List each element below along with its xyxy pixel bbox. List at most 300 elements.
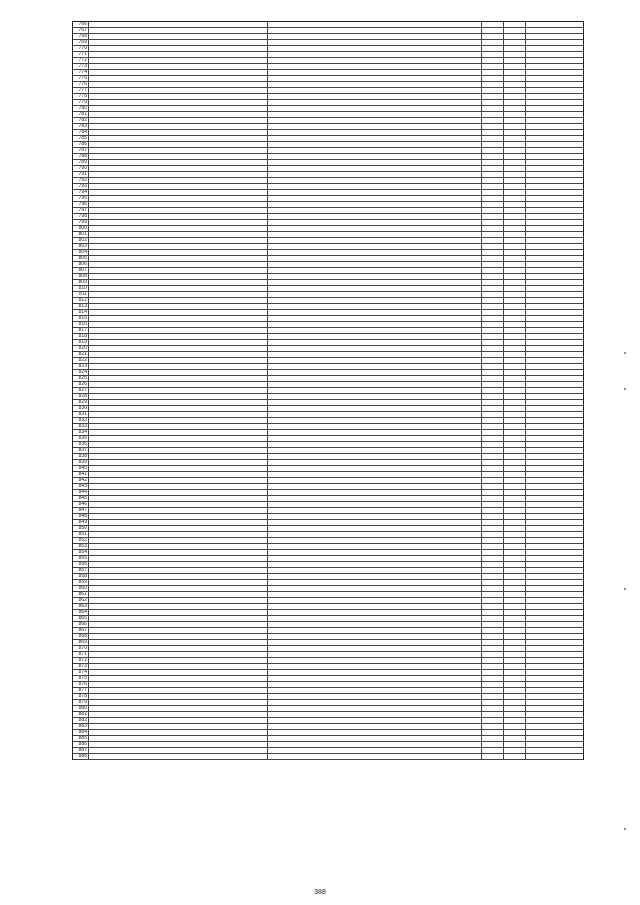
row-number-cell: 766 <box>73 22 89 27</box>
row-number-cell: 802 <box>73 238 89 243</box>
row-number-cell: 769 <box>73 40 89 45</box>
period-cell <box>526 718 583 723</box>
start-year-cell <box>482 532 504 537</box>
end-year-cell <box>504 508 526 513</box>
address-cell <box>89 154 268 159</box>
period-cell <box>526 688 583 693</box>
period-cell <box>526 160 583 165</box>
start-year-cell <box>482 316 504 321</box>
row-number-cell: 883 <box>73 724 89 729</box>
start-year-cell <box>482 406 504 411</box>
works-cell <box>268 124 482 129</box>
period-cell <box>526 328 583 333</box>
period-cell <box>526 100 583 105</box>
period-cell <box>526 754 583 759</box>
end-year-cell <box>504 664 526 669</box>
end-year-cell <box>504 364 526 369</box>
works-cell <box>268 142 482 147</box>
address-cell <box>89 754 268 759</box>
period-cell <box>526 178 583 183</box>
end-year-cell <box>504 544 526 549</box>
period-cell <box>526 412 583 417</box>
end-year-cell <box>504 106 526 111</box>
address-cell <box>89 622 268 627</box>
works-cell <box>268 460 482 465</box>
period-cell <box>526 364 583 369</box>
row-number-cell: 781 <box>73 112 89 117</box>
period-cell <box>526 508 583 513</box>
period-cell <box>526 22 583 27</box>
address-cell <box>89 682 268 687</box>
row-number-cell: 834 <box>73 430 89 435</box>
start-year-cell <box>482 394 504 399</box>
end-year-cell <box>504 574 526 579</box>
end-year-cell <box>504 268 526 273</box>
row-number-cell: 864 <box>73 610 89 615</box>
start-year-cell <box>482 550 504 555</box>
start-year-cell <box>482 724 504 729</box>
address-cell <box>89 166 268 171</box>
end-year-cell <box>504 616 526 621</box>
address-cell <box>89 100 268 105</box>
end-year-cell <box>504 172 526 177</box>
row-number-cell: 803 <box>73 244 89 249</box>
start-year-cell <box>482 262 504 267</box>
works-cell <box>268 364 482 369</box>
address-cell <box>89 316 268 321</box>
period-cell <box>526 622 583 627</box>
works-cell <box>268 148 482 153</box>
address-cell <box>89 610 268 615</box>
start-year-cell <box>482 742 504 747</box>
works-cell <box>268 238 482 243</box>
address-cell <box>89 370 268 375</box>
start-year-cell <box>482 22 504 27</box>
start-year-cell <box>482 400 504 405</box>
period-cell <box>526 520 583 525</box>
works-cell <box>268 190 482 195</box>
works-table <box>72 21 584 760</box>
period-cell <box>526 310 583 315</box>
address-cell <box>89 670 268 675</box>
works-cell <box>268 508 482 513</box>
works-cell <box>268 172 482 177</box>
end-year-cell <box>504 658 526 663</box>
works-cell <box>268 640 482 645</box>
row-number-cell: 841 <box>73 472 89 477</box>
start-year-cell <box>482 676 504 681</box>
start-year-cell <box>482 322 504 327</box>
period-cell <box>526 664 583 669</box>
works-cell <box>268 478 482 483</box>
row-number-cell: 795 <box>73 196 89 201</box>
address-cell <box>89 424 268 429</box>
row-number-cell: 807 <box>73 268 89 273</box>
works-cell <box>268 28 482 33</box>
end-year-cell <box>504 256 526 261</box>
end-year-cell <box>504 598 526 603</box>
row-number-cell: 790 <box>73 166 89 171</box>
address-cell <box>89 34 268 39</box>
period-cell <box>526 610 583 615</box>
address-cell <box>89 280 268 285</box>
row-number-cell: 788 <box>73 154 89 159</box>
start-year-cell <box>482 220 504 225</box>
start-year-cell <box>482 256 504 261</box>
works-cell <box>268 250 482 255</box>
row-number-cell: 797 <box>73 208 89 213</box>
address-cell <box>89 736 268 741</box>
works-cell <box>268 130 482 135</box>
start-year-cell <box>482 730 504 735</box>
works-cell <box>268 430 482 435</box>
period-cell <box>526 424 583 429</box>
row-number-cell: 867 <box>73 628 89 633</box>
period-cell <box>526 448 583 453</box>
works-cell <box>268 70 482 75</box>
works-cell <box>268 100 482 105</box>
address-cell <box>89 232 268 237</box>
row-number-cell: 822 <box>73 358 89 363</box>
works-cell <box>268 352 482 357</box>
start-year-cell <box>482 292 504 297</box>
address-cell <box>89 742 268 747</box>
period-cell <box>526 190 583 195</box>
period-cell <box>526 280 583 285</box>
end-year-cell <box>504 82 526 87</box>
end-year-cell <box>504 622 526 627</box>
row-number-cell: 857 <box>73 568 89 573</box>
period-cell <box>526 238 583 243</box>
address-cell <box>89 706 268 711</box>
address-cell <box>89 574 268 579</box>
works-cell <box>268 712 482 717</box>
period-cell <box>526 202 583 207</box>
row-number-cell: 792 <box>73 178 89 183</box>
row-number-cell: 846 <box>73 502 89 507</box>
period-cell <box>526 232 583 237</box>
row-number-cell: 882 <box>73 718 89 723</box>
works-cell <box>268 538 482 543</box>
end-year-cell <box>504 568 526 573</box>
end-year-cell <box>504 196 526 201</box>
address-cell <box>89 274 268 279</box>
row-number-cell: 833 <box>73 424 89 429</box>
start-year-cell <box>482 562 504 567</box>
row-number-cell: 816 <box>73 322 89 327</box>
address-cell <box>89 22 268 27</box>
start-year-cell <box>482 352 504 357</box>
address-cell <box>89 214 268 219</box>
works-cell <box>268 616 482 621</box>
period-cell <box>526 418 583 423</box>
period-cell <box>526 148 583 153</box>
row-number-cell: 791 <box>73 172 89 177</box>
row-number-cell: 849 <box>73 520 89 525</box>
address-cell <box>89 598 268 603</box>
period-cell <box>526 142 583 147</box>
end-year-cell <box>504 466 526 471</box>
period-cell <box>526 514 583 519</box>
address-cell <box>89 64 268 69</box>
start-year-cell <box>482 274 504 279</box>
start-year-cell <box>482 88 504 93</box>
period-cell <box>526 682 583 687</box>
start-year-cell <box>482 208 504 213</box>
row-number-cell: 828 <box>73 394 89 399</box>
works-cell <box>268 628 482 633</box>
address-cell <box>89 340 268 345</box>
row-number-cell: 798 <box>73 214 89 219</box>
end-year-cell <box>504 634 526 639</box>
row-number-cell: 847 <box>73 508 89 513</box>
period-cell <box>526 154 583 159</box>
period-cell <box>526 226 583 231</box>
row-number-cell: 888 <box>73 754 89 759</box>
row-number-cell: 869 <box>73 640 89 645</box>
period-cell <box>526 304 583 309</box>
period-cell <box>526 460 583 465</box>
start-year-cell <box>482 106 504 111</box>
end-year-cell <box>504 244 526 249</box>
works-cell <box>268 730 482 735</box>
period-cell <box>526 544 583 549</box>
start-year-cell <box>482 448 504 453</box>
row-number-cell: 821 <box>73 352 89 357</box>
period-cell <box>526 172 583 177</box>
address-cell <box>89 358 268 363</box>
address-cell <box>89 454 268 459</box>
period-cell <box>526 628 583 633</box>
period-cell <box>526 484 583 489</box>
period-cell <box>526 28 583 33</box>
works-cell <box>268 208 482 213</box>
end-year-cell <box>504 316 526 321</box>
period-cell <box>526 706 583 711</box>
start-year-cell <box>482 34 504 39</box>
row-number-cell: 813 <box>73 304 89 309</box>
row-number-cell: 796 <box>73 202 89 207</box>
period-cell <box>526 40 583 45</box>
end-year-cell <box>504 724 526 729</box>
row-number-cell: 811 <box>73 292 89 297</box>
start-year-cell <box>482 520 504 525</box>
works-cell <box>268 646 482 651</box>
end-year-cell <box>504 310 526 315</box>
end-year-cell <box>504 454 526 459</box>
start-year-cell <box>482 436 504 441</box>
period-cell <box>526 592 583 597</box>
table-row <box>73 754 583 760</box>
works-cell <box>268 94 482 99</box>
start-year-cell <box>482 466 504 471</box>
period-cell <box>526 166 583 171</box>
start-year-cell <box>482 574 504 579</box>
start-year-cell <box>482 748 504 753</box>
start-year-cell <box>482 286 504 291</box>
row-number-cell: 844 <box>73 490 89 495</box>
works-cell <box>268 232 482 237</box>
row-number-cell: 842 <box>73 478 89 483</box>
end-year-cell <box>504 730 526 735</box>
row-number-cell: 829 <box>73 400 89 405</box>
works-cell <box>268 418 482 423</box>
end-year-cell <box>504 676 526 681</box>
end-year-cell <box>504 610 526 615</box>
start-year-cell <box>482 502 504 507</box>
address-cell <box>89 238 268 243</box>
start-year-cell <box>482 160 504 165</box>
start-year-cell <box>482 508 504 513</box>
works-cell <box>268 436 482 441</box>
works-cell <box>268 76 482 81</box>
row-number-cell: 794 <box>73 190 89 195</box>
works-cell <box>268 664 482 669</box>
works-cell <box>268 568 482 573</box>
end-year-cell <box>504 382 526 387</box>
row-number-cell: 826 <box>73 382 89 387</box>
end-year-cell <box>504 220 526 225</box>
works-cell <box>268 286 482 291</box>
row-number-cell: 858 <box>73 574 89 579</box>
row-number-cell: 778 <box>73 94 89 99</box>
end-year-cell <box>504 748 526 753</box>
row-number-cell: 810 <box>73 286 89 291</box>
end-year-cell <box>504 28 526 33</box>
period-cell <box>526 88 583 93</box>
period-cell <box>526 574 583 579</box>
address-cell <box>89 730 268 735</box>
period-cell <box>526 94 583 99</box>
period-cell <box>526 46 583 51</box>
start-year-cell <box>482 472 504 477</box>
end-year-cell <box>504 670 526 675</box>
address-cell <box>89 142 268 147</box>
end-year-cell <box>504 496 526 501</box>
period-cell <box>526 430 583 435</box>
works-cell <box>268 406 482 411</box>
row-number-cell: 850 <box>73 526 89 531</box>
row-number-cell: 806 <box>73 262 89 267</box>
works-cell <box>268 292 482 297</box>
period-cell <box>526 616 583 621</box>
address-cell <box>89 382 268 387</box>
address-cell <box>89 484 268 489</box>
address-cell <box>89 526 268 531</box>
works-cell <box>268 388 482 393</box>
works-cell <box>268 658 482 663</box>
row-number-cell: 815 <box>73 316 89 321</box>
period-cell <box>526 568 583 573</box>
start-year-cell <box>482 214 504 219</box>
end-year-cell <box>504 40 526 45</box>
period-cell <box>526 640 583 645</box>
start-year-cell <box>482 604 504 609</box>
end-year-cell <box>504 34 526 39</box>
works-cell <box>268 298 482 303</box>
period-cell <box>526 382 583 387</box>
period-cell <box>526 346 583 351</box>
row-number-cell: 886 <box>73 742 89 747</box>
end-year-cell <box>504 478 526 483</box>
start-year-cell <box>482 616 504 621</box>
works-cell <box>268 754 482 759</box>
works-cell <box>268 82 482 87</box>
start-year-cell <box>482 586 504 591</box>
start-year-cell <box>482 328 504 333</box>
end-year-cell <box>504 304 526 309</box>
end-year-cell <box>504 628 526 633</box>
period-cell <box>526 694 583 699</box>
row-number-cell: 838 <box>73 454 89 459</box>
row-number-cell: 814 <box>73 310 89 315</box>
works-cell <box>268 202 482 207</box>
end-year-cell <box>504 712 526 717</box>
end-year-cell <box>504 298 526 303</box>
address-cell <box>89 160 268 165</box>
works-cell <box>268 532 482 537</box>
period-cell <box>526 130 583 135</box>
period-cell <box>526 676 583 681</box>
period-cell <box>526 496 583 501</box>
works-cell <box>268 544 482 549</box>
margin-speck <box>624 588 626 590</box>
start-year-cell <box>482 430 504 435</box>
address-cell <box>89 430 268 435</box>
address-cell <box>89 478 268 483</box>
works-cell <box>268 748 482 753</box>
works-cell <box>268 370 482 375</box>
row-number-cell: 872 <box>73 658 89 663</box>
row-number-cell: 851 <box>73 532 89 537</box>
start-year-cell <box>482 496 504 501</box>
row-number-cell: 823 <box>73 364 89 369</box>
works-cell <box>268 382 482 387</box>
row-number-cell: 866 <box>73 622 89 627</box>
row-number-cell: 843 <box>73 484 89 489</box>
end-year-cell <box>504 340 526 345</box>
end-year-cell <box>504 376 526 381</box>
end-year-cell <box>504 694 526 699</box>
address-cell <box>89 220 268 225</box>
address-cell <box>89 82 268 87</box>
start-year-cell <box>482 376 504 381</box>
address-cell <box>89 442 268 447</box>
works-cell <box>268 106 482 111</box>
address-cell <box>89 226 268 231</box>
works-cell <box>268 736 482 741</box>
row-number-cell: 861 <box>73 592 89 597</box>
row-number-cell: 789 <box>73 160 89 165</box>
end-year-cell <box>504 124 526 129</box>
start-year-cell <box>482 268 504 273</box>
period-cell <box>526 646 583 651</box>
works-cell <box>268 160 482 165</box>
address-cell <box>89 544 268 549</box>
row-number-cell: 804 <box>73 250 89 255</box>
row-number-cell: 871 <box>73 652 89 657</box>
works-cell <box>268 220 482 225</box>
end-year-cell <box>504 472 526 477</box>
works-cell <box>268 448 482 453</box>
row-number-cell: 808 <box>73 274 89 279</box>
start-year-cell <box>482 166 504 171</box>
start-year-cell <box>482 190 504 195</box>
start-year-cell <box>482 688 504 693</box>
works-cell <box>268 304 482 309</box>
works-cell <box>268 550 482 555</box>
address-cell <box>89 112 268 117</box>
